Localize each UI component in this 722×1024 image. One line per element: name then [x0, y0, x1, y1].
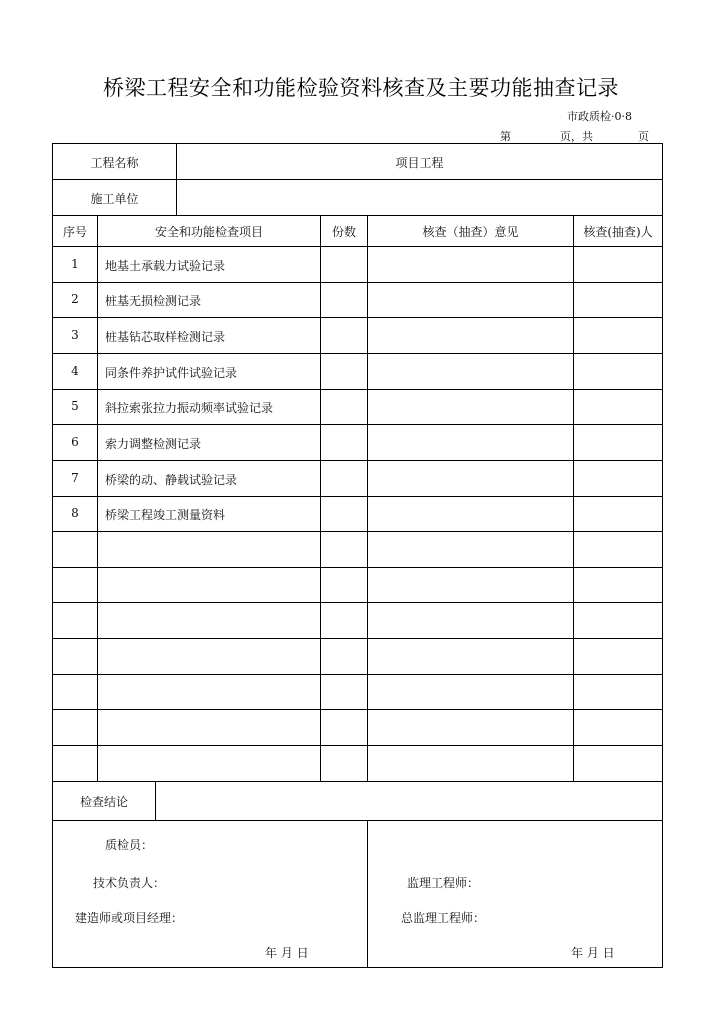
row-divider: [53, 781, 662, 782]
pm-signature: 建造师或项目经理：: [75, 911, 184, 925]
contractor-label: 施工单位: [90, 192, 139, 206]
tech-lead-signature: 技术负责人：: [93, 876, 166, 890]
row-no: 2: [71, 292, 79, 306]
row-no: 8: [71, 506, 79, 520]
project-name-value: 项目工程: [395, 156, 444, 170]
row-divider: [53, 567, 662, 568]
row-divider: [53, 389, 662, 390]
conclusion-label: 检查结论: [79, 795, 128, 809]
date-right: 年 月 日: [571, 946, 615, 960]
row-divider: [53, 820, 662, 821]
header-no: 序号: [62, 225, 87, 239]
page-title: 桥梁工程安全和功能检验资料核查及主要功能抽查记录: [103, 76, 619, 100]
row-no: 4: [71, 364, 79, 378]
row-divider: [53, 674, 662, 675]
row-divider: [53, 602, 662, 603]
row-divider: [53, 460, 662, 461]
row-item: 桩基无损检测记录: [105, 294, 202, 308]
header-item: 安全和功能检查项目: [154, 225, 263, 239]
row-divider: [53, 317, 662, 318]
row-divider: [53, 424, 662, 425]
row-divider: [53, 531, 662, 532]
row-divider: [53, 709, 662, 710]
row-divider: [53, 496, 662, 497]
date-left: 年 月 日: [265, 946, 309, 960]
chief-supervisor-signature: 总监理工程师：: [401, 911, 486, 925]
header-opinion: 核查（抽查）意见: [422, 225, 519, 239]
row-item: 桥梁工程竣工测量资料: [105, 508, 226, 522]
page-di: 第: [500, 130, 511, 143]
row-divider: [53, 745, 662, 746]
row-no: 6: [71, 435, 79, 449]
row-item: 索力调整检测记录: [105, 437, 202, 451]
row-no: 5: [71, 399, 79, 413]
row-item: 桥梁的动、静载试验记录: [105, 473, 238, 487]
row-item: 斜拉索张拉力振动频率试验记录: [105, 401, 274, 415]
row-item: 地基土承载力试验记录: [105, 259, 226, 273]
row-divider: [53, 246, 662, 247]
col-divider: [367, 820, 368, 967]
row-divider: [53, 638, 662, 639]
row-divider: [53, 215, 662, 216]
row-no: 7: [71, 471, 79, 485]
row-no: 1: [71, 257, 79, 271]
row-item: 同条件养护试件试验记录: [105, 366, 238, 380]
row-divider: [53, 282, 662, 283]
inspection-table: [52, 143, 663, 968]
row-divider: [53, 179, 662, 180]
row-item: 桩基钻芯取样检测记录: [105, 330, 226, 344]
supervisor-signature: 监理工程师：: [407, 876, 480, 890]
row-divider: [53, 353, 662, 354]
project-name-label: 工程名称: [90, 156, 139, 170]
col-divider: [367, 215, 368, 781]
page-ye: 页: [638, 130, 649, 143]
col-divider: [320, 215, 321, 781]
form-number: 市政质检·0·8: [567, 110, 632, 123]
col-divider: [97, 215, 98, 781]
col-divider: [573, 215, 574, 781]
col-divider: [155, 781, 156, 820]
qc-signature: 质检员：: [105, 838, 154, 852]
row-no: 3: [71, 328, 79, 342]
header-copies: 份数: [331, 225, 356, 239]
header-inspector: 核查(抽查)人: [583, 225, 653, 239]
page-ye-gong: 页，共: [560, 130, 593, 143]
